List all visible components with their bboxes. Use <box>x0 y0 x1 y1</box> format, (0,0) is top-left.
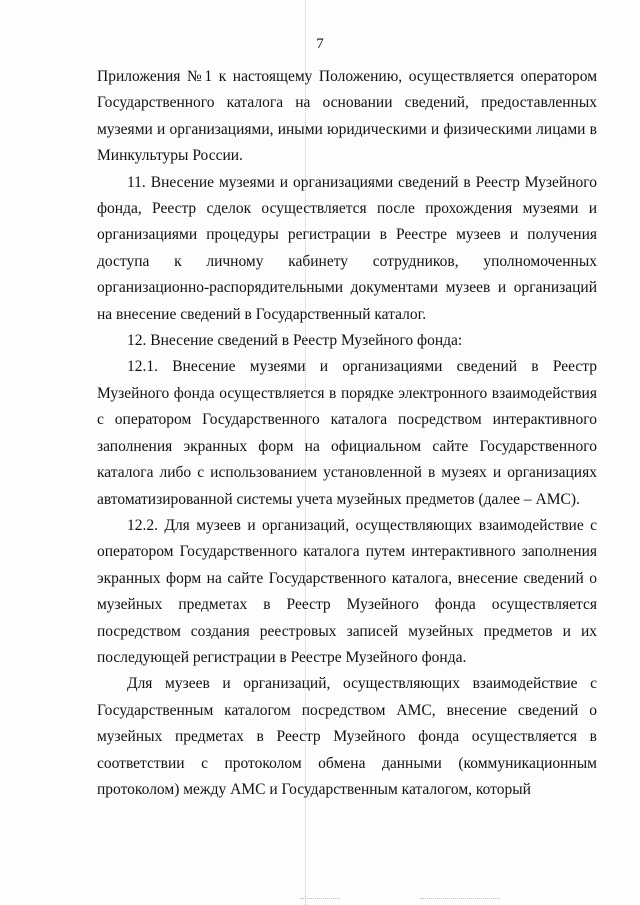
paragraph-ams-exchange: Для музеев и организаций, осуществляющих взаимодействие с Государственным каталогом посредством АМС, внесение сведений о музейных предметах в Реестр Музейного фонда осуществляется в соответствии с протоколом обмена данными (коммуникационным протоколом) между АМС и Государственным каталогом, который <box>97 675 597 798</box>
paragraph-item-11: 11. Внесение музеями и организациями сведений в Реестр Музейного фонда, Реестр сделок осуществляется после прохождения музеями и организациями процедуры регистрации в Реестре музеев и получения доступа к личному кабинету сотрудников, уполномоченных организационно-распорядительными документами музеев и организаций на внесение сведений в Государственный каталог. <box>97 173 597 323</box>
paragraph-item-12: 12. Внесение сведений в Реестр Музейного фонда: <box>127 332 463 350</box>
paragraph-item-12-1: 12.1. Внесение музеями и организациями сведений в Реестр Музейного фонда осуществляется в порядке электронного взаимодействия с оператором Государственного каталога посредством интерактивного заполнения экранных форм на официальном сайте Государственного каталога либо с использованием установленной в музеях и организациях автоматизированной системы учета музейных предметов (далее – АМС). <box>97 358 597 508</box>
scan-artifact-bottom <box>300 898 340 899</box>
page-number: 7 <box>316 36 324 52</box>
scan-artifact-bottom-right <box>420 898 500 899</box>
document-body <box>97 64 597 803</box>
paragraph-item-12-2: 12.2. Для музеев и организаций, осуществляющих взаимодействие с оператором Государственного каталога путем интерактивного заполнения экранных форм на сайте Государственного каталога, внесение сведений о музейных предметах в Реестр Музейного фонда осуществляется посредством создания реестровых записей музейных предметов и их последующей регистрации в Реестре Музейного фонда. <box>97 516 597 666</box>
paragraph-continuation: Приложения №1 к настоящему Положению, осуществляется оператором Государственного каталога на основании сведений, предоставленных музеями и организациями, иными юридическими и физическими лицами в Минкультуры России. <box>97 68 597 165</box>
